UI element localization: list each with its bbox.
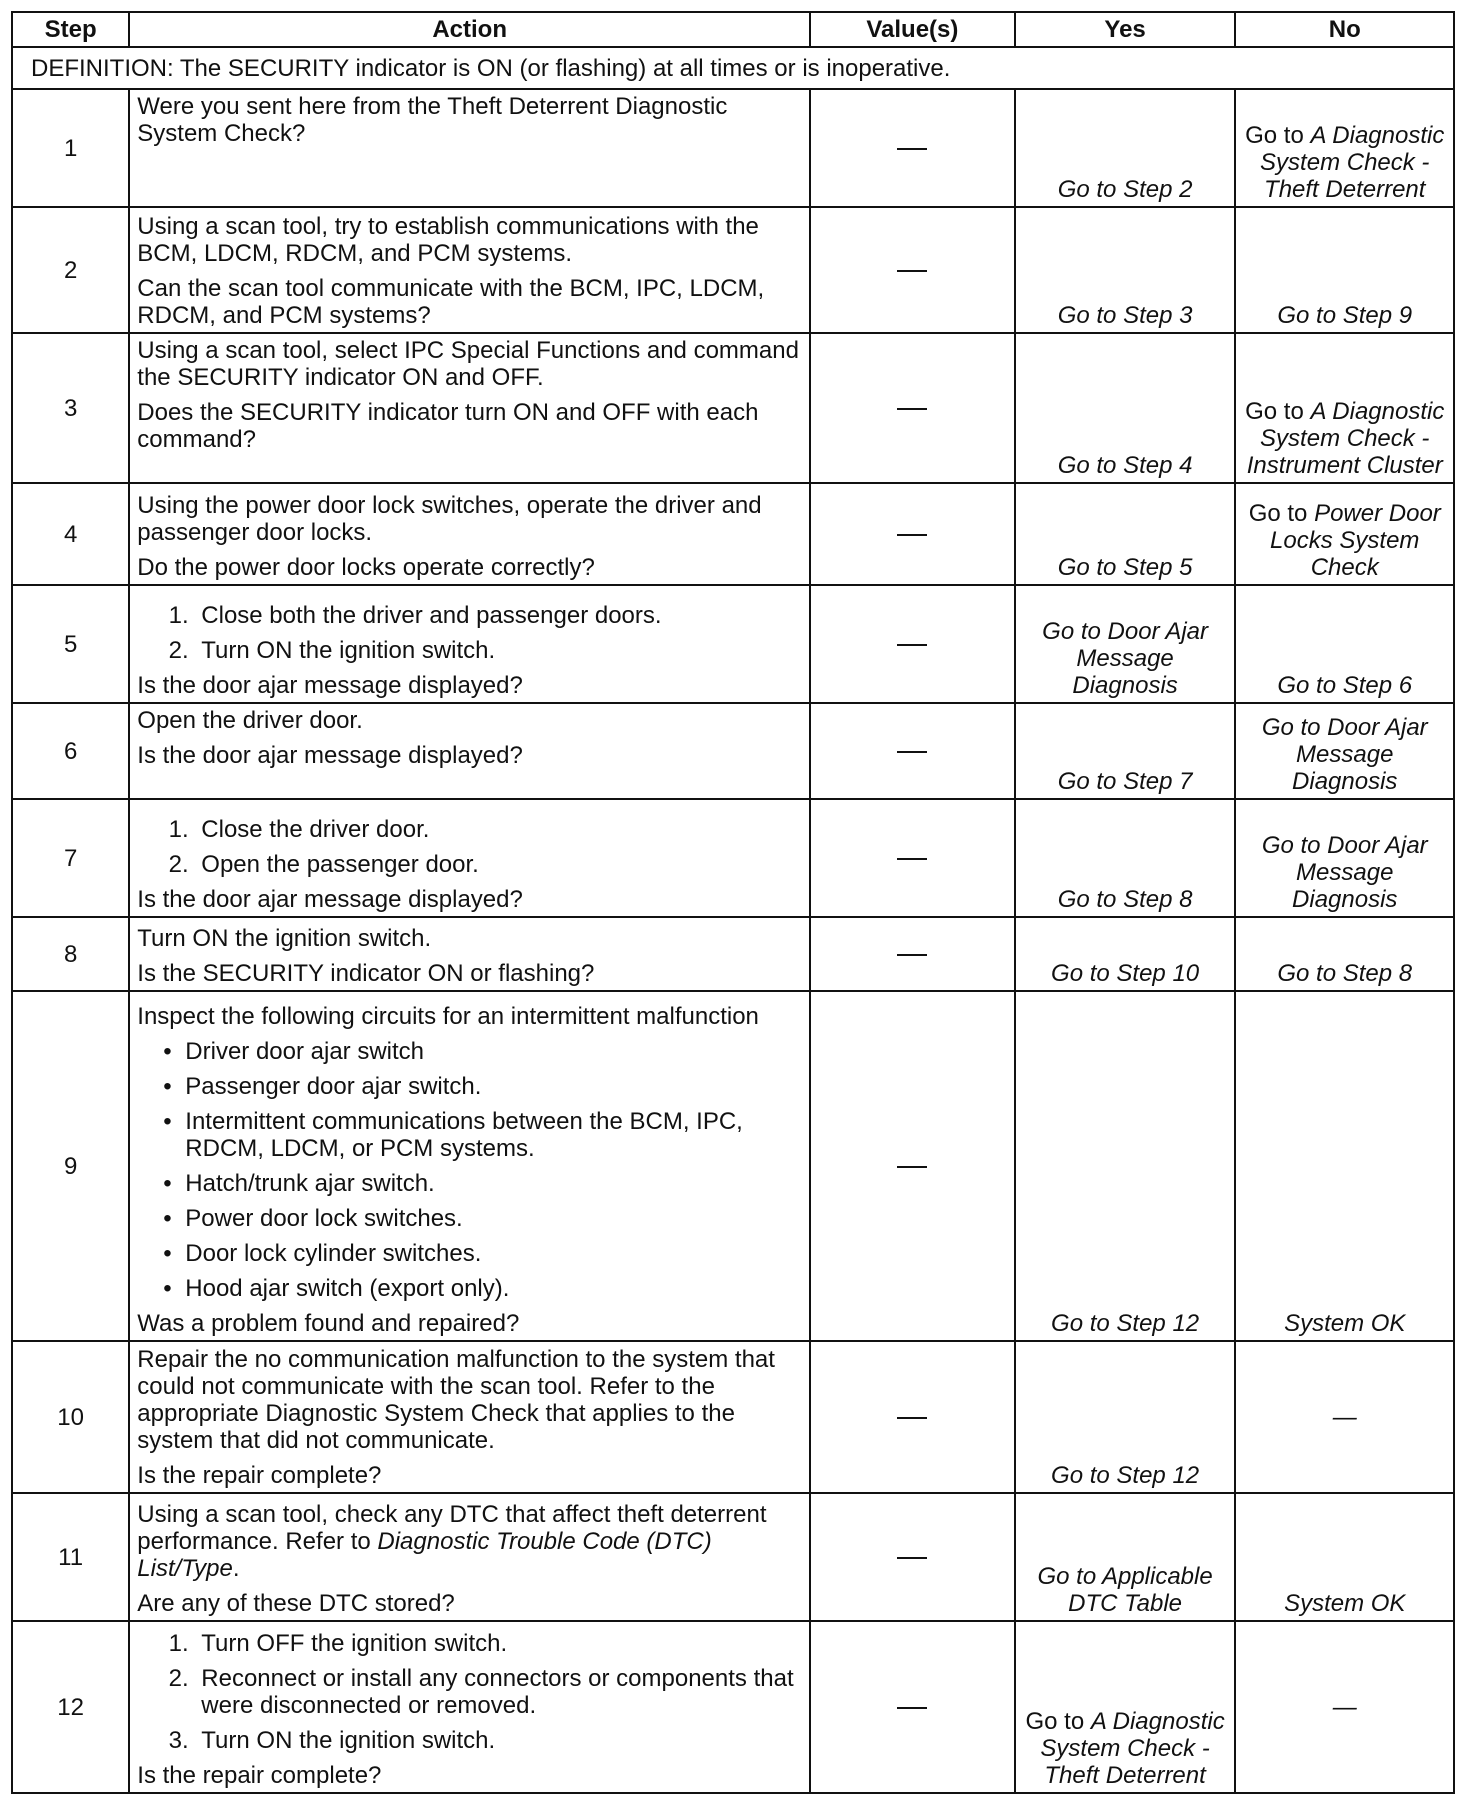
action-text: Using a scan tool, try to establish communications with the BCM, LDCM, RDCM, and PCM systems.	[137, 213, 759, 267]
definition-text: DEFINITION: The SECURITY indicator is ON (or flashing) at all times or is inoperative.	[12, 47, 1454, 89]
action-question: Is the repair complete?	[137, 1762, 382, 1789]
action-question: Is the door ajar message displayed?	[137, 742, 523, 769]
action-question: Was a problem found and repaired?	[137, 1310, 520, 1337]
header-action: Action	[129, 12, 810, 47]
table-row	[12, 333, 1454, 483]
no-cell: System OK	[1235, 991, 1454, 1341]
value-cell	[810, 89, 1015, 207]
list-item: • Intermittent communications between the BCM, IPC, RDCM, LDCM, or PCM systems.	[185, 1108, 802, 1162]
no-prefix: Go to	[1245, 122, 1311, 149]
step-number: 2	[12, 207, 129, 333]
no-cell: Go to Step 8	[1235, 917, 1454, 991]
step-number: 1	[12, 89, 129, 207]
action-text-pre: Using a scan tool, check any DTC that affect theft deterrent performance. Refer to	[137, 1501, 767, 1555]
dash-mark	[897, 644, 927, 646]
dash-mark	[897, 270, 927, 272]
table-row	[12, 991, 1454, 1341]
value-cell	[810, 207, 1015, 333]
action-text	[137, 1501, 802, 1582]
table-row	[12, 799, 1454, 917]
list-item: 2. Reconnect or install any connectors or components that were disconnected or removed.	[195, 1665, 802, 1719]
yes-cell: Go to Step 12	[1015, 991, 1236, 1341]
no-cell: Go to Door Ajar Message Diagnosis	[1235, 703, 1454, 799]
action-text: Turn ON the ignition switch.	[137, 925, 432, 952]
action-text: Using the power door lock switches, operate the driver and passenger door locks.	[137, 492, 762, 546]
action-question: Do the power door locks operate correctly?	[137, 554, 595, 581]
header-yes: Yes	[1015, 12, 1236, 47]
no-cell: Go to Step 9	[1235, 207, 1454, 333]
action-text: Repair the no communication malfunction to the system that could not communicate with the scan tool. Refer to the appropriate Diagnostic System Check that applies to the system that did not communicate.	[137, 1346, 775, 1454]
value-cell	[810, 333, 1015, 483]
action-cell	[129, 585, 810, 703]
list-item: 1. Close the driver door.	[195, 816, 802, 843]
action-cell	[129, 89, 810, 207]
header-values: Value(s)	[810, 12, 1015, 47]
table-row	[12, 585, 1454, 703]
header-step: Step	[12, 12, 129, 47]
action-text: Using a scan tool, select IPC Special Functions and command the SECURITY indicator ON and OFF.	[137, 337, 799, 391]
no-cell: Go to Door Ajar Message Diagnosis	[1235, 799, 1454, 917]
no-cell	[1235, 89, 1454, 207]
action-cell	[129, 483, 810, 585]
no-cell: —	[1235, 1621, 1454, 1793]
action-question: Is the door ajar message displayed?	[137, 886, 523, 913]
table-row	[12, 207, 1454, 333]
table-row	[12, 1341, 1454, 1493]
action-cell	[129, 799, 810, 917]
value-cell	[810, 483, 1015, 585]
step-number: 11	[12, 1493, 129, 1621]
yes-cell: Go to Step 12	[1015, 1341, 1236, 1493]
action-text: Inspect the following circuits for an intermittent malfunction	[137, 1003, 759, 1030]
step-number: 8	[12, 917, 129, 991]
dash-mark	[897, 751, 927, 753]
dash-mark	[897, 1417, 927, 1419]
action-cell	[129, 917, 810, 991]
value-cell	[810, 1341, 1015, 1493]
dash-mark	[897, 408, 927, 410]
list-item: • Power door lock switches.	[185, 1205, 802, 1232]
step-number: 12	[12, 1621, 129, 1793]
no-cell: Go to Step 6	[1235, 585, 1454, 703]
action-text: Open the driver door.	[137, 707, 363, 734]
value-cell	[810, 917, 1015, 991]
table-row	[12, 89, 1454, 207]
dash-mark	[897, 148, 927, 150]
value-cell	[810, 1493, 1015, 1621]
step-number: 7	[12, 799, 129, 917]
definition-row	[12, 47, 1454, 89]
list-item: • Hood ajar switch (export only).	[185, 1275, 802, 1302]
yes-cell: Go to Step 3	[1015, 207, 1236, 333]
dash-mark	[897, 1707, 927, 1709]
list-item: 1. Turn OFF the ignition switch.	[195, 1630, 802, 1657]
value-cell	[810, 585, 1015, 703]
no-cell: System OK	[1235, 1493, 1454, 1621]
value-cell	[810, 703, 1015, 799]
no-link: A Diagnostic System Check - Instrument Cluster	[1246, 398, 1445, 479]
no-link: A Diagnostic System Check - Theft Deterrent	[1260, 122, 1445, 203]
table-row	[12, 483, 1454, 585]
no-cell	[1235, 333, 1454, 483]
header-no: No	[1235, 12, 1454, 47]
action-cell	[129, 1621, 810, 1793]
action-question: Is the SECURITY indicator ON or flashing?	[137, 960, 595, 987]
dtc-list-link: Diagnostic Trouble Code (DTC) List/Type	[137, 1528, 712, 1582]
table-row	[12, 917, 1454, 991]
yes-cell: Go to Step 8	[1015, 799, 1236, 917]
circuit-list	[137, 1038, 802, 1302]
action-text-post: .	[232, 1555, 240, 1582]
action-steps	[137, 1630, 802, 1754]
step-number: 5	[12, 585, 129, 703]
action-question: Are any of these DTC stored?	[137, 1590, 455, 1617]
action-cell	[129, 1341, 810, 1493]
value-cell	[810, 1621, 1015, 1793]
table-row	[12, 703, 1454, 799]
yes-cell: Go to Step 10	[1015, 917, 1236, 991]
value-cell	[810, 991, 1015, 1341]
dash-mark	[897, 534, 927, 536]
no-prefix: Go to	[1248, 500, 1315, 527]
no-link: Power Door Locks System Check	[1270, 500, 1441, 581]
list-item: 2. Turn ON the ignition switch.	[195, 637, 802, 664]
dash-mark	[897, 954, 927, 956]
dash-mark	[897, 858, 927, 860]
list-item: • Driver door ajar switch	[185, 1038, 802, 1065]
no-cell: —	[1235, 1341, 1454, 1493]
list-item: 1. Close both the driver and passenger doors.	[195, 602, 802, 629]
step-number: 9	[12, 991, 129, 1341]
action-cell	[129, 1493, 810, 1621]
yes-prefix: Go to	[1025, 1708, 1091, 1735]
diagnostic-table	[11, 11, 1455, 1794]
yes-cell: Go to Step 2	[1015, 89, 1236, 207]
action-question: Is the repair complete?	[137, 1462, 382, 1489]
table-row	[12, 1493, 1454, 1621]
step-number: 3	[12, 333, 129, 483]
yes-cell: Go to Step 7	[1015, 703, 1236, 799]
no-prefix: Go to	[1245, 398, 1311, 425]
list-item: • Door lock cylinder switches.	[185, 1240, 802, 1267]
list-item: • Passenger door ajar switch.	[185, 1073, 802, 1100]
yes-cell: Go to Step 4	[1015, 333, 1236, 483]
action-question: Can the scan tool communicate with the BCM, IPC, LDCM, RDCM, and PCM systems?	[137, 275, 765, 329]
yes-cell: Go to Step 5	[1015, 483, 1236, 585]
yes-cell	[1015, 1621, 1236, 1793]
action-question: Is the door ajar message displayed?	[137, 672, 523, 699]
action-cell	[129, 991, 810, 1341]
value-cell	[810, 799, 1015, 917]
header-row	[12, 12, 1454, 47]
action-cell	[129, 333, 810, 483]
list-item: 3. Turn ON the ignition switch.	[195, 1727, 802, 1754]
step-number: 4	[12, 483, 129, 585]
no-cell	[1235, 483, 1454, 585]
action-question: Does the SECURITY indicator turn ON and OFF with each command?	[137, 399, 759, 453]
list-item: • Hatch/trunk ajar switch.	[185, 1170, 802, 1197]
action-steps	[137, 816, 802, 878]
list-item: 2. Open the passenger door.	[195, 851, 802, 878]
step-number: 10	[12, 1341, 129, 1493]
action-steps	[137, 602, 802, 664]
step-number: 6	[12, 703, 129, 799]
action-cell	[129, 207, 810, 333]
action-text: Were you sent here from the Theft Deterrent Diagnostic System Check?	[137, 93, 728, 147]
dash-mark	[897, 1557, 927, 1559]
yes-link: A Diagnostic System Check - Theft Deterrent	[1040, 1708, 1225, 1789]
yes-cell: Go to Applicable DTC Table	[1015, 1493, 1236, 1621]
table-row	[12, 1621, 1454, 1793]
yes-cell: Go to Door Ajar Message Diagnosis	[1015, 585, 1236, 703]
action-cell	[129, 703, 810, 799]
dash-mark	[897, 1166, 927, 1168]
